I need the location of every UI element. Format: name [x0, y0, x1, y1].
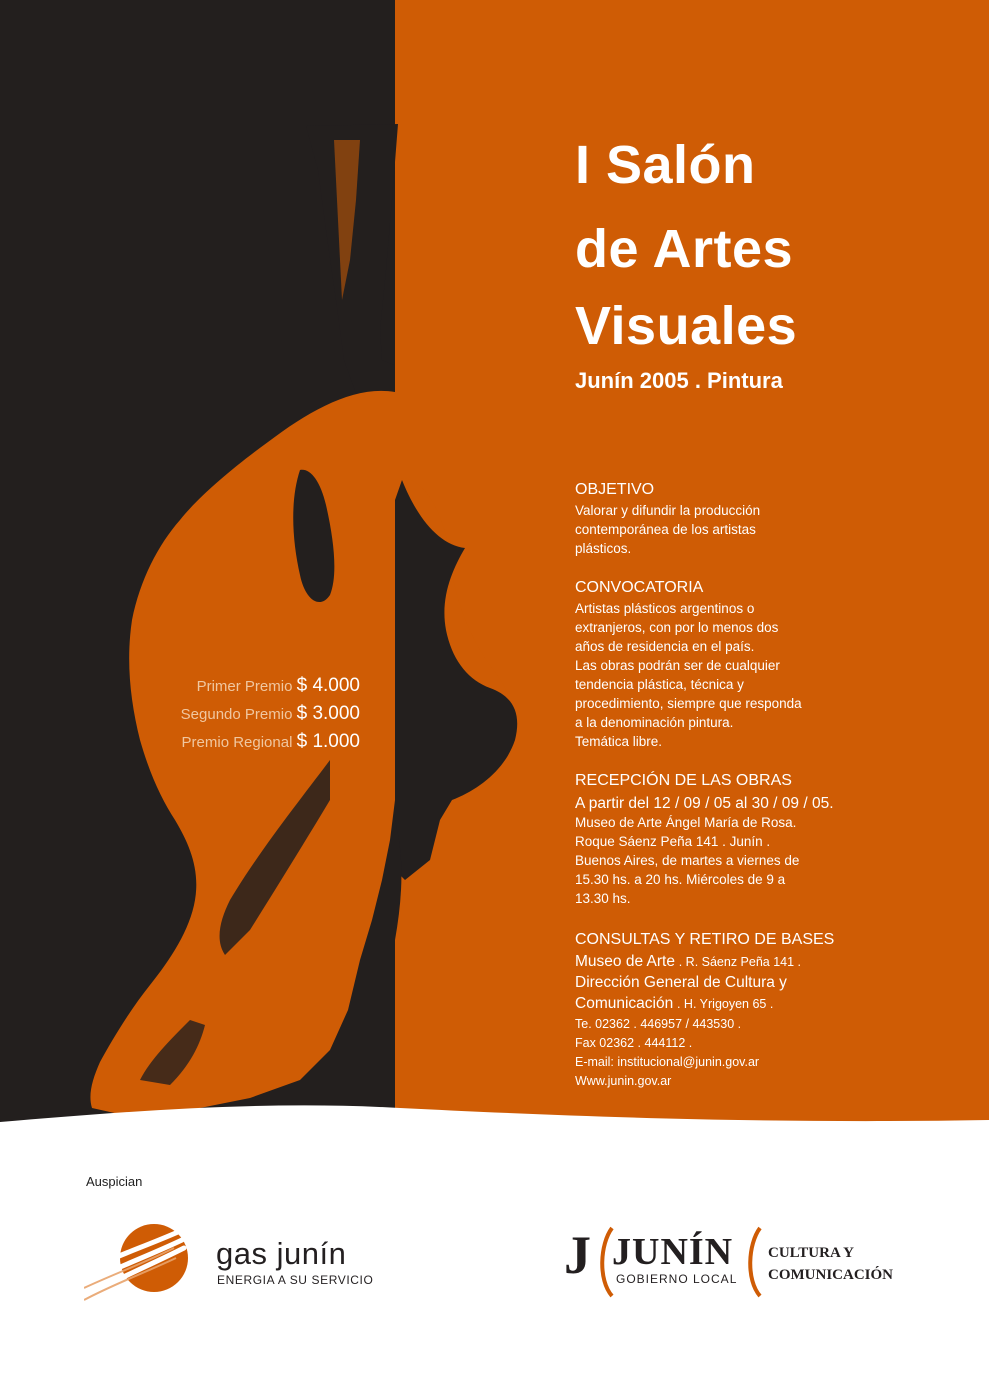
objetivo-line: contemporánea de los artistas	[575, 522, 756, 537]
telephone: Te. 02362 . 446957 / 443530 .	[575, 1017, 742, 1031]
junin-subtitle: GOBIERNO LOCAL	[616, 1272, 738, 1286]
prize-row	[150, 700, 360, 728]
junin-right-bracket-icon	[744, 1226, 764, 1298]
prize-amount: $ 1.000	[296, 731, 360, 752]
recepcion-line: Roque Sáenz Peña 141 . Junín .	[575, 834, 771, 849]
convocatoria-line: a la denominación pintura.	[575, 715, 734, 730]
museo-name: Museo de Arte	[575, 953, 675, 970]
junin-name: JUNÍN	[612, 1231, 734, 1273]
consultas-museo-line	[575, 952, 801, 972]
museo-address: . R. Sáenz Peña 141 .	[678, 955, 802, 969]
comunicacion-name: Comunicación	[575, 995, 674, 1012]
prize-amount: $ 3.000	[296, 703, 360, 724]
objetivo-heading: OBJETIVO	[575, 481, 655, 498]
gas-junin-logo-icon	[84, 1218, 204, 1302]
recepcion-text	[575, 794, 834, 908]
comunicacion-line	[575, 993, 801, 1015]
consultas-heading: CONSULTAS Y RETIRO DE BASES	[575, 931, 835, 948]
title-line-3: Visuales	[575, 296, 798, 356]
direccion-line: Dirección General de Cultura y	[575, 974, 787, 991]
cultura-comunicacion-logo	[768, 1242, 893, 1286]
convocatoria-line: Temática libre.	[575, 734, 663, 749]
gas-junin-name: gas junín	[216, 1236, 347, 1271]
recepcion-dates: A partir del 12 / 09 / 05 al 30 / 09 / 05.	[575, 795, 834, 812]
prize-label: Primer Premio	[196, 678, 293, 695]
prize-row	[150, 672, 360, 700]
comunicacion-line-logo: COMUNICACIÓN	[768, 1267, 893, 1283]
sponsors-label: Auspician	[86, 1174, 143, 1189]
convocatoria-line: procedimiento, siempre que responda	[575, 696, 802, 711]
prize-label: Premio Regional	[181, 734, 293, 751]
email: E-mail: institucional@junin.gov.ar	[575, 1055, 760, 1069]
recepcion-heading: RECEPCIÓN DE LAS OBRAS	[575, 772, 792, 789]
recepcion-line: 13.30 hs.	[575, 891, 631, 906]
recepcion-line: Museo de Arte Ángel María de Rosa.	[575, 815, 797, 830]
prize-amount: $ 4.000	[296, 675, 360, 696]
title-line-1: I Salón	[575, 135, 756, 195]
consultas-text	[575, 952, 801, 1091]
website: Www.junin.gov.ar	[575, 1074, 672, 1088]
prize-list	[150, 672, 360, 756]
fax: Fax 02362 . 444112 .	[575, 1036, 693, 1050]
cultura-line: CULTURA Y	[768, 1245, 854, 1261]
objetivo-text	[575, 501, 760, 558]
objetivo-line: Valorar y difundir la producción	[575, 503, 761, 518]
convocatoria-heading: CONVOCATORIA	[575, 579, 704, 596]
convocatoria-line: años de residencia en el país.	[575, 639, 755, 654]
subtitle: Junín 2005 . Pintura	[575, 368, 783, 393]
convocatoria-line: extranjeros, con por lo menos dos	[575, 620, 779, 635]
comunicacion-address: . H. Yrigoyen 65 .	[676, 997, 774, 1011]
title-line-2: de Artes	[575, 219, 794, 279]
prize-row	[150, 728, 360, 756]
convocatoria-line: Las obras podrán ser de cualquier	[575, 658, 780, 673]
prize-label: Segundo Premio	[180, 706, 293, 723]
recepcion-line: Buenos Aires, de martes a viernes de	[575, 853, 800, 868]
gas-junin-tagline: ENERGIA A SU SERVICIO	[217, 1273, 374, 1287]
junin-initial-logo: J	[564, 1225, 591, 1285]
convocatoria-text	[575, 599, 802, 751]
recepcion-line: 15.30 hs. a 20 hs. Miércoles de 9 a	[575, 872, 786, 887]
objetivo-line: plásticos.	[575, 541, 632, 556]
convocatoria-line: Artistas plásticos argentinos o	[575, 601, 755, 616]
convocatoria-line: tendencia plástica, técnica y	[575, 677, 744, 692]
